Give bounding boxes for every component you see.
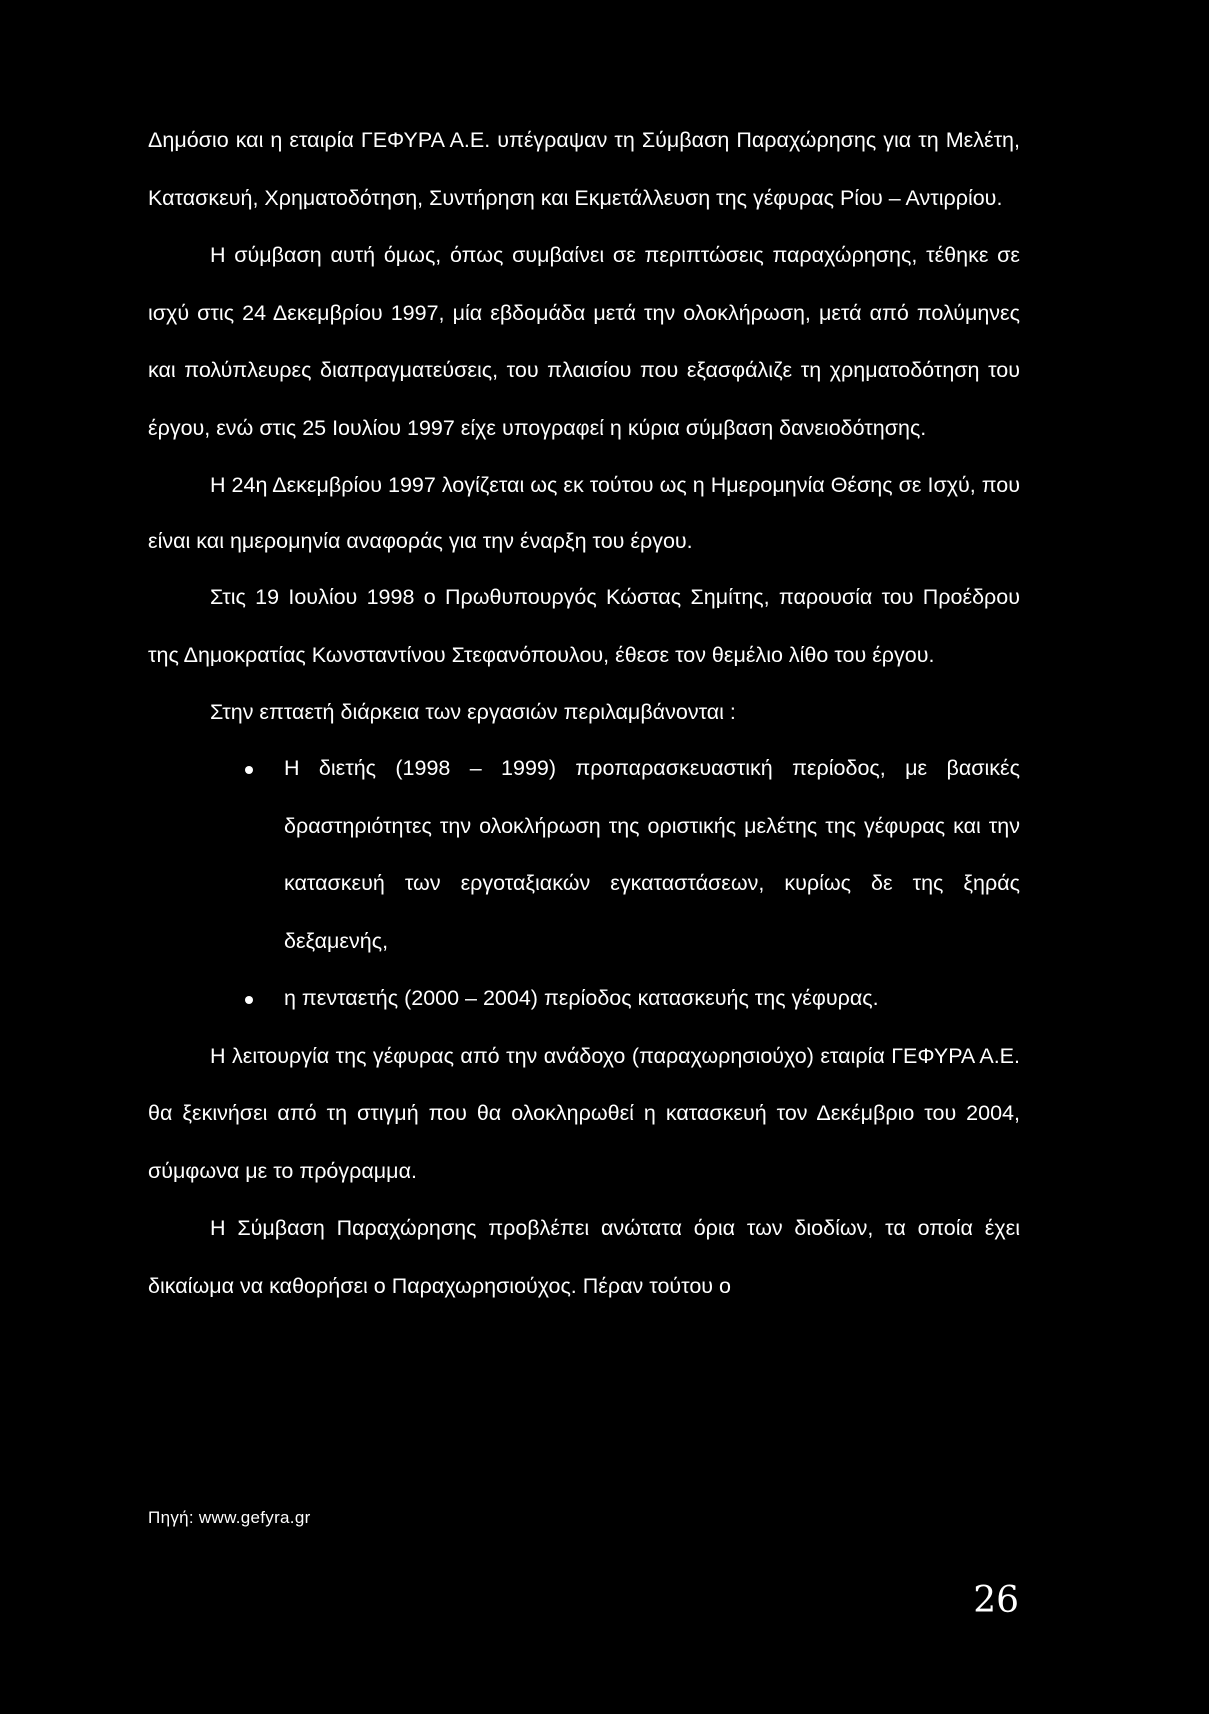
list-item-text: Η διετής (1998 – 1999) προπαρασκευαστική περίοδος, με βασικές δραστηριότητες την ολοκλήρωση της οριστικής μελέτης της γέφυρας και την κατασκευή των εργοταξιακών εγκαταστάσεων, κυρίως δε της ξηράς δεξαμενής, [284, 756, 1020, 953]
paragraph-effective-date: Η 24η Δεκεμβρίου 1997 λογίζεται ως εκ τούτου ως η Ημερομηνία Θέσης σε Ισχύ, που είναι και ημερομηνία αναφοράς για την έναρξη του έργου. [148, 473, 1020, 553]
page-number: 26 [973, 1580, 1019, 1621]
paragraph-foundation-stone: Στις 19 Ιουλίου 1998 ο Πρωθυπουργός Κώστας Σημίτης, παρουσία του Προέδρου της Δημοκρατίας Κωνσταντίνου Στεφανόπουλου, έθεσε τον θεμέλιο λίθο του έργου. [148, 585, 1020, 667]
source-citation: Πηγή: www.gefyra.gr [148, 1508, 311, 1527]
document-body [148, 112, 1020, 1315]
paragraph-operation: Η λειτουργία της γέφυρας από την ανάδοχο (παραχωρησιούχο) εταιρία ΓΕΦΥΡΑ Α.Ε. θα ξεκινήσει από τη στιγμή που θα ολοκληρωθεί η κατασκευή τον Δεκέμβριο του 2004, σύμφωνα με το πρόγραμμα. [148, 1043, 1020, 1183]
works-period-list [148, 740, 1020, 1028]
paragraph-tolls: Η Σύμβαση Παραχώρησης προβλέπει ανώτατα όρια των διοδίων, τα οποία έχει δικαίωμα να καθορήσει ο Παραχωρησιούχος. Πέραν τούτου ο [148, 1216, 1020, 1298]
list-item-text: η πενταετής (2000 – 2004) περίοδος κατασκευής της γέφυρας. [284, 986, 879, 1010]
list-item [148, 740, 1020, 970]
paragraph-signing: Δημόσιο και η εταιρία ΓΕΦΥΡΑ Α.Ε. υπέγραψαν τη Σύμβαση Παραχώρησης για τη Μελέτη, Κατασκευή, Χρηματοδότηση, Συντήρηση και Εκμετάλλευση της γέφυρας Ρίου – Αντιρρίου. [148, 128, 1020, 210]
bullet-dot-icon [245, 996, 253, 1004]
paragraph-works-duration: Στην επταετή διάρκεια των εργασιών περιλαμβάνονται : [210, 700, 736, 724]
list-item [148, 970, 1020, 1028]
paragraph-contract-effective: Η σύμβαση αυτή όμως, όπως συμβαίνει σε περιπτώσεις παραχώρησης, τέθηκε σε ισχύ στις 24 Δεκεμβρίου 1997, μία εβδομάδα μετά την ολοκλήρωση, μετά από πολύμηνες και πολύπλευρες διαπραγματεύσεις, του πλαισίου που εξασφάλιζε τη χρηματοδότηση του έργου, ενώ στις 25 Ιουλίου 1997 είχε υπογραφεί η κύρια σύμβαση δανειοδότησης. [148, 243, 1020, 440]
bullet-dot-icon [245, 766, 253, 774]
